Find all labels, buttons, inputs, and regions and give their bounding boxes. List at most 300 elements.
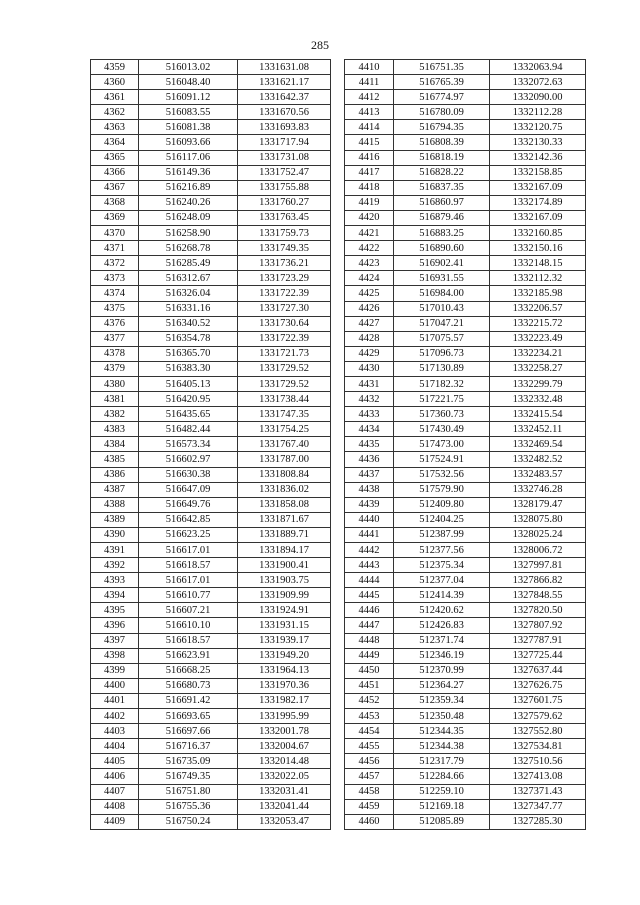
point-number-cell: 4399: [91, 663, 139, 678]
point-number-cell: 4363: [91, 120, 139, 135]
table-row: [91, 678, 331, 693]
point-number-cell: 4384: [91, 437, 139, 452]
x-coordinate-cell: 516691.42: [139, 693, 238, 708]
x-coordinate-cell: 512420.62: [394, 603, 490, 618]
table-row: [91, 784, 331, 799]
point-number-cell: 4374: [91, 286, 139, 301]
x-coordinate-cell: 516890.60: [394, 241, 490, 256]
point-number-cell: 4430: [345, 361, 394, 376]
point-number-cell: 4396: [91, 618, 139, 633]
table-row: [91, 558, 331, 573]
point-number-cell: 4458: [345, 784, 394, 799]
y-coordinate-cell: 1332234.21: [490, 346, 586, 361]
point-number-cell: 4410: [345, 60, 394, 75]
y-coordinate-cell: 1327637.44: [490, 663, 586, 678]
point-number-cell: 4379: [91, 361, 139, 376]
point-number-cell: 4401: [91, 693, 139, 708]
table-row: [345, 663, 586, 678]
x-coordinate-cell: 516755.36: [139, 799, 238, 814]
table-row: [345, 618, 586, 633]
table-row: [91, 663, 331, 678]
y-coordinate-cell: 1332185.98: [490, 286, 586, 301]
y-coordinate-cell: 1331754.25: [238, 422, 331, 437]
x-coordinate-cell: 516216.89: [139, 180, 238, 195]
y-coordinate-cell: 1331970.36: [238, 678, 331, 693]
x-coordinate-cell: 516117.06: [139, 150, 238, 165]
table-row: [91, 301, 331, 316]
point-number-cell: 4425: [345, 286, 394, 301]
point-number-cell: 4417: [345, 165, 394, 180]
table-row: [91, 799, 331, 814]
x-coordinate-cell: 512359.34: [394, 693, 490, 708]
y-coordinate-cell: 1331721.73: [238, 346, 331, 361]
y-coordinate-cell: 1332746.28: [490, 482, 586, 497]
x-coordinate-cell: 512344.38: [394, 739, 490, 754]
table-row: [345, 120, 586, 135]
table-row: [345, 693, 586, 708]
point-number-cell: 4433: [345, 407, 394, 422]
y-coordinate-cell: 1327285.30: [490, 814, 586, 829]
y-coordinate-cell: 1331722.39: [238, 331, 331, 346]
x-coordinate-cell: 516618.57: [139, 633, 238, 648]
table-row: [345, 331, 586, 346]
point-number-cell: 4441: [345, 527, 394, 542]
y-coordinate-cell: 1332001.78: [238, 724, 331, 739]
point-number-cell: 4456: [345, 754, 394, 769]
x-coordinate-cell: 517360.73: [394, 407, 490, 422]
y-coordinate-cell: 1331900.41: [238, 558, 331, 573]
table-row: [91, 693, 331, 708]
x-coordinate-cell: 516340.52: [139, 316, 238, 331]
table-row: [345, 286, 586, 301]
page-number: 285: [311, 38, 329, 52]
x-coordinate-cell: 516331.16: [139, 301, 238, 316]
x-coordinate-cell: 516618.57: [139, 558, 238, 573]
table-row: [345, 135, 586, 150]
point-number-cell: 4373: [91, 271, 139, 286]
y-coordinate-cell: 1331787.00: [238, 452, 331, 467]
y-coordinate-cell: 1331738.44: [238, 392, 331, 407]
y-coordinate-cell: 1332004.67: [238, 739, 331, 754]
y-coordinate-cell: 1331670.56: [238, 105, 331, 120]
table-row: [91, 210, 331, 225]
x-coordinate-cell: 517532.56: [394, 467, 490, 482]
point-number-cell: 4432: [345, 392, 394, 407]
y-coordinate-cell: 1331747.35: [238, 407, 331, 422]
y-coordinate-cell: 1332206.57: [490, 301, 586, 316]
x-coordinate-cell: 516083.55: [139, 105, 238, 120]
table-row: [345, 392, 586, 407]
x-coordinate-cell: 516607.21: [139, 603, 238, 618]
y-coordinate-cell: 1327347.77: [490, 799, 586, 814]
table-row: [91, 814, 331, 829]
table-row: [345, 301, 586, 316]
y-coordinate-cell: 1327371.43: [490, 784, 586, 799]
point-number-cell: 4437: [345, 467, 394, 482]
y-coordinate-cell: 1332174.89: [490, 195, 586, 210]
y-coordinate-cell: 1327866.82: [490, 573, 586, 588]
y-coordinate-cell: 1332167.09: [490, 180, 586, 195]
table-row: [91, 588, 331, 603]
point-number-cell: 4426: [345, 301, 394, 316]
y-coordinate-cell: 1328025.24: [490, 527, 586, 542]
y-coordinate-cell: 1332072.63: [490, 75, 586, 90]
point-number-cell: 4452: [345, 693, 394, 708]
x-coordinate-cell: 516013.02: [139, 60, 238, 75]
point-number-cell: 4403: [91, 724, 139, 739]
x-coordinate-cell: 516573.34: [139, 437, 238, 452]
table-row: [345, 558, 586, 573]
y-coordinate-cell: 1332167.09: [490, 210, 586, 225]
y-coordinate-cell: 1331755.88: [238, 180, 331, 195]
x-coordinate-cell: 516435.65: [139, 407, 238, 422]
x-coordinate-cell: 517010.43: [394, 301, 490, 316]
x-coordinate-cell: 516693.65: [139, 709, 238, 724]
y-coordinate-cell: 1332452.11: [490, 422, 586, 437]
point-number-cell: 4419: [345, 195, 394, 210]
x-coordinate-cell: 516248.09: [139, 210, 238, 225]
point-number-cell: 4445: [345, 588, 394, 603]
x-coordinate-cell: 517579.90: [394, 482, 490, 497]
point-number-cell: 4406: [91, 769, 139, 784]
x-coordinate-cell: 516883.25: [394, 226, 490, 241]
x-coordinate-cell: 516902.41: [394, 256, 490, 271]
table-row: [345, 105, 586, 120]
point-number-cell: 4440: [345, 512, 394, 527]
table-row: [91, 724, 331, 739]
table-row: [91, 739, 331, 754]
x-coordinate-cell: 516048.40: [139, 75, 238, 90]
x-coordinate-cell: 512426.83: [394, 618, 490, 633]
table-row: [91, 512, 331, 527]
point-number-cell: 4436: [345, 452, 394, 467]
table-row: [345, 241, 586, 256]
x-coordinate-cell: 512085.89: [394, 814, 490, 829]
x-coordinate-cell: 516749.35: [139, 769, 238, 784]
table-row: [345, 361, 586, 376]
table-row: [91, 180, 331, 195]
y-coordinate-cell: 1327534.81: [490, 739, 586, 754]
table-row: [91, 60, 331, 75]
x-coordinate-cell: 516091.12: [139, 90, 238, 105]
table-row: [91, 75, 331, 90]
point-number-cell: 4360: [91, 75, 139, 90]
table-row: [345, 150, 586, 165]
table-row: [91, 256, 331, 271]
y-coordinate-cell: 1331767.40: [238, 437, 331, 452]
x-coordinate-cell: 512409.80: [394, 497, 490, 512]
point-number-cell: 4382: [91, 407, 139, 422]
point-number-cell: 4364: [91, 135, 139, 150]
point-number-cell: 4444: [345, 573, 394, 588]
x-coordinate-cell: 516984.00: [394, 286, 490, 301]
point-number-cell: 4451: [345, 678, 394, 693]
y-coordinate-cell: 1331931.15: [238, 618, 331, 633]
x-coordinate-cell: 516617.01: [139, 573, 238, 588]
point-number-cell: 4390: [91, 527, 139, 542]
x-coordinate-cell: 516312.67: [139, 271, 238, 286]
table-row: [91, 497, 331, 512]
point-number-cell: 4413: [345, 105, 394, 120]
table-row: [91, 467, 331, 482]
x-coordinate-cell: 516149.36: [139, 165, 238, 180]
y-coordinate-cell: 1332160.85: [490, 226, 586, 241]
table-row: [345, 678, 586, 693]
point-number-cell: 4366: [91, 165, 139, 180]
y-coordinate-cell: 1331924.91: [238, 603, 331, 618]
table-row: [91, 543, 331, 558]
point-number-cell: 4422: [345, 241, 394, 256]
x-coordinate-cell: 516623.25: [139, 527, 238, 542]
x-coordinate-cell: 512387.99: [394, 527, 490, 542]
y-coordinate-cell: 1332112.32: [490, 271, 586, 286]
x-coordinate-cell: 517096.73: [394, 346, 490, 361]
x-coordinate-cell: 516765.39: [394, 75, 490, 90]
x-coordinate-cell: 516879.46: [394, 210, 490, 225]
point-number-cell: 4438: [345, 482, 394, 497]
x-coordinate-cell: 517430.49: [394, 422, 490, 437]
x-coordinate-cell: 517182.32: [394, 376, 490, 391]
table-row: [91, 573, 331, 588]
point-number-cell: 4453: [345, 709, 394, 724]
point-number-cell: 4443: [345, 558, 394, 573]
table-row: [91, 648, 331, 663]
table-row: [91, 195, 331, 210]
table-row: [91, 407, 331, 422]
y-coordinate-cell: 1331939.17: [238, 633, 331, 648]
x-coordinate-cell: 516617.01: [139, 543, 238, 558]
table-row: [345, 588, 586, 603]
y-coordinate-cell: 1331760.27: [238, 195, 331, 210]
point-number-cell: 4391: [91, 543, 139, 558]
x-coordinate-cell: 516630.38: [139, 467, 238, 482]
y-coordinate-cell: 1327601.75: [490, 693, 586, 708]
table-row: [91, 316, 331, 331]
table-row: [345, 226, 586, 241]
point-number-cell: 4412: [345, 90, 394, 105]
y-coordinate-cell: 1331759.73: [238, 226, 331, 241]
y-coordinate-cell: 1327997.81: [490, 558, 586, 573]
table-row: [91, 376, 331, 391]
y-coordinate-cell: 1332063.94: [490, 60, 586, 75]
x-coordinate-cell: 512317.79: [394, 754, 490, 769]
point-number-cell: 4365: [91, 150, 139, 165]
x-coordinate-cell: 512364.27: [394, 678, 490, 693]
y-coordinate-cell: 1332415.54: [490, 407, 586, 422]
x-coordinate-cell: 516354.78: [139, 331, 238, 346]
x-coordinate-cell: 516837.35: [394, 180, 490, 195]
y-coordinate-cell: 1331889.71: [238, 527, 331, 542]
y-coordinate-cell: 1332215.72: [490, 316, 586, 331]
x-coordinate-cell: 512371.74: [394, 633, 490, 648]
point-number-cell: 4393: [91, 573, 139, 588]
point-number-cell: 4370: [91, 226, 139, 241]
table-row: [345, 512, 586, 527]
y-coordinate-cell: 1331693.83: [238, 120, 331, 135]
y-coordinate-cell: 1332120.75: [490, 120, 586, 135]
point-number-cell: 4409: [91, 814, 139, 829]
point-number-cell: 4398: [91, 648, 139, 663]
table-row: [345, 437, 586, 452]
table-row: [91, 482, 331, 497]
table-row: [345, 271, 586, 286]
table-row: [345, 543, 586, 558]
point-number-cell: 4450: [345, 663, 394, 678]
point-number-cell: 4435: [345, 437, 394, 452]
y-coordinate-cell: 1331909.99: [238, 588, 331, 603]
y-coordinate-cell: 1332482.52: [490, 452, 586, 467]
x-coordinate-cell: 516780.09: [394, 105, 490, 120]
table-row: [345, 754, 586, 769]
point-number-cell: 4369: [91, 210, 139, 225]
point-number-cell: 4460: [345, 814, 394, 829]
table-row: [345, 407, 586, 422]
y-coordinate-cell: 1331858.08: [238, 497, 331, 512]
table-row: [91, 346, 331, 361]
point-number-cell: 4431: [345, 376, 394, 391]
point-number-cell: 4408: [91, 799, 139, 814]
x-coordinate-cell: 512370.99: [394, 663, 490, 678]
point-number-cell: 4421: [345, 226, 394, 241]
table-row: [91, 150, 331, 165]
point-number-cell: 4387: [91, 482, 139, 497]
table-row: [345, 739, 586, 754]
point-number-cell: 4448: [345, 633, 394, 648]
table-row: [91, 709, 331, 724]
x-coordinate-cell: 516420.95: [139, 392, 238, 407]
table-row: [345, 527, 586, 542]
point-number-cell: 4434: [345, 422, 394, 437]
table-row: [91, 286, 331, 301]
x-coordinate-cell: 512377.04: [394, 573, 490, 588]
table-row: [91, 271, 331, 286]
x-coordinate-cell: 516647.09: [139, 482, 238, 497]
point-number-cell: 4407: [91, 784, 139, 799]
x-coordinate-cell: 516093.66: [139, 135, 238, 150]
point-number-cell: 4380: [91, 376, 139, 391]
table-row: [345, 799, 586, 814]
point-number-cell: 4428: [345, 331, 394, 346]
point-number-cell: 4362: [91, 105, 139, 120]
y-coordinate-cell: 1327626.75: [490, 678, 586, 693]
point-number-cell: 4361: [91, 90, 139, 105]
point-number-cell: 4368: [91, 195, 139, 210]
x-coordinate-cell: 516774.97: [394, 90, 490, 105]
point-number-cell: 4402: [91, 709, 139, 724]
point-number-cell: 4424: [345, 271, 394, 286]
y-coordinate-cell: 1331731.08: [238, 150, 331, 165]
point-number-cell: 4389: [91, 512, 139, 527]
point-number-cell: 4447: [345, 618, 394, 633]
y-coordinate-cell: 1327787.91: [490, 633, 586, 648]
y-coordinate-cell: 1331871.67: [238, 512, 331, 527]
x-coordinate-cell: 516750.24: [139, 814, 238, 829]
table-row: [345, 724, 586, 739]
x-coordinate-cell: 516818.19: [394, 150, 490, 165]
point-number-cell: 4381: [91, 392, 139, 407]
y-coordinate-cell: 1331836.02: [238, 482, 331, 497]
y-coordinate-cell: 1331982.17: [238, 693, 331, 708]
table-row: [345, 769, 586, 784]
y-coordinate-cell: 1331727.30: [238, 301, 331, 316]
point-number-cell: 4404: [91, 739, 139, 754]
table-row: [345, 422, 586, 437]
table-row: [345, 784, 586, 799]
table-row: [91, 165, 331, 180]
table-row: [345, 165, 586, 180]
table-row: [345, 346, 586, 361]
y-coordinate-cell: 1332142.36: [490, 150, 586, 165]
x-coordinate-cell: 517075.57: [394, 331, 490, 346]
x-coordinate-cell: 516258.90: [139, 226, 238, 241]
x-coordinate-cell: 516482.44: [139, 422, 238, 437]
table-row: [345, 195, 586, 210]
point-number-cell: 4446: [345, 603, 394, 618]
table-row: [345, 497, 586, 512]
y-coordinate-cell: 1332150.16: [490, 241, 586, 256]
point-number-cell: 4418: [345, 180, 394, 195]
y-coordinate-cell: 1332014.48: [238, 754, 331, 769]
y-coordinate-cell: 1331995.99: [238, 709, 331, 724]
point-number-cell: 4414: [345, 120, 394, 135]
y-coordinate-cell: 1331729.52: [238, 376, 331, 391]
point-number-cell: 4457: [345, 769, 394, 784]
point-number-cell: 4372: [91, 256, 139, 271]
table-row: [345, 316, 586, 331]
table-row: [91, 769, 331, 784]
table-row: [91, 135, 331, 150]
y-coordinate-cell: 1332483.57: [490, 467, 586, 482]
x-coordinate-cell: 516610.77: [139, 588, 238, 603]
table-row: [91, 633, 331, 648]
point-number-cell: 4427: [345, 316, 394, 331]
y-coordinate-cell: 1332022.05: [238, 769, 331, 784]
table-row: [91, 392, 331, 407]
x-coordinate-cell: 517524.91: [394, 452, 490, 467]
y-coordinate-cell: 1331808.84: [238, 467, 331, 482]
point-number-cell: 4400: [91, 678, 139, 693]
y-coordinate-cell: 1332148.15: [490, 256, 586, 271]
x-coordinate-cell: 512414.39: [394, 588, 490, 603]
x-coordinate-cell: 512375.34: [394, 558, 490, 573]
x-coordinate-cell: 512404.25: [394, 512, 490, 527]
x-coordinate-cell: 517221.75: [394, 392, 490, 407]
point-number-cell: 4394: [91, 588, 139, 603]
point-number-cell: 4397: [91, 633, 139, 648]
table-row: [91, 105, 331, 120]
point-number-cell: 4420: [345, 210, 394, 225]
point-number-cell: 4385: [91, 452, 139, 467]
x-coordinate-cell: 517047.21: [394, 316, 490, 331]
x-coordinate-cell: 516268.78: [139, 241, 238, 256]
table-row: [91, 361, 331, 376]
x-coordinate-cell: 516751.80: [139, 784, 238, 799]
y-coordinate-cell: 1328006.72: [490, 543, 586, 558]
x-coordinate-cell: 512350.48: [394, 709, 490, 724]
y-coordinate-cell: 1332090.00: [490, 90, 586, 105]
x-coordinate-cell: 516326.04: [139, 286, 238, 301]
x-coordinate-cell: 516649.76: [139, 497, 238, 512]
y-coordinate-cell: 1331642.37: [238, 90, 331, 105]
x-coordinate-cell: 516602.97: [139, 452, 238, 467]
y-coordinate-cell: 1331752.47: [238, 165, 331, 180]
y-coordinate-cell: 1327579.62: [490, 709, 586, 724]
y-coordinate-cell: 1331631.08: [238, 60, 331, 75]
y-coordinate-cell: 1331729.52: [238, 361, 331, 376]
x-coordinate-cell: 516623.91: [139, 648, 238, 663]
point-number-cell: 4395: [91, 603, 139, 618]
point-number-cell: 4449: [345, 648, 394, 663]
